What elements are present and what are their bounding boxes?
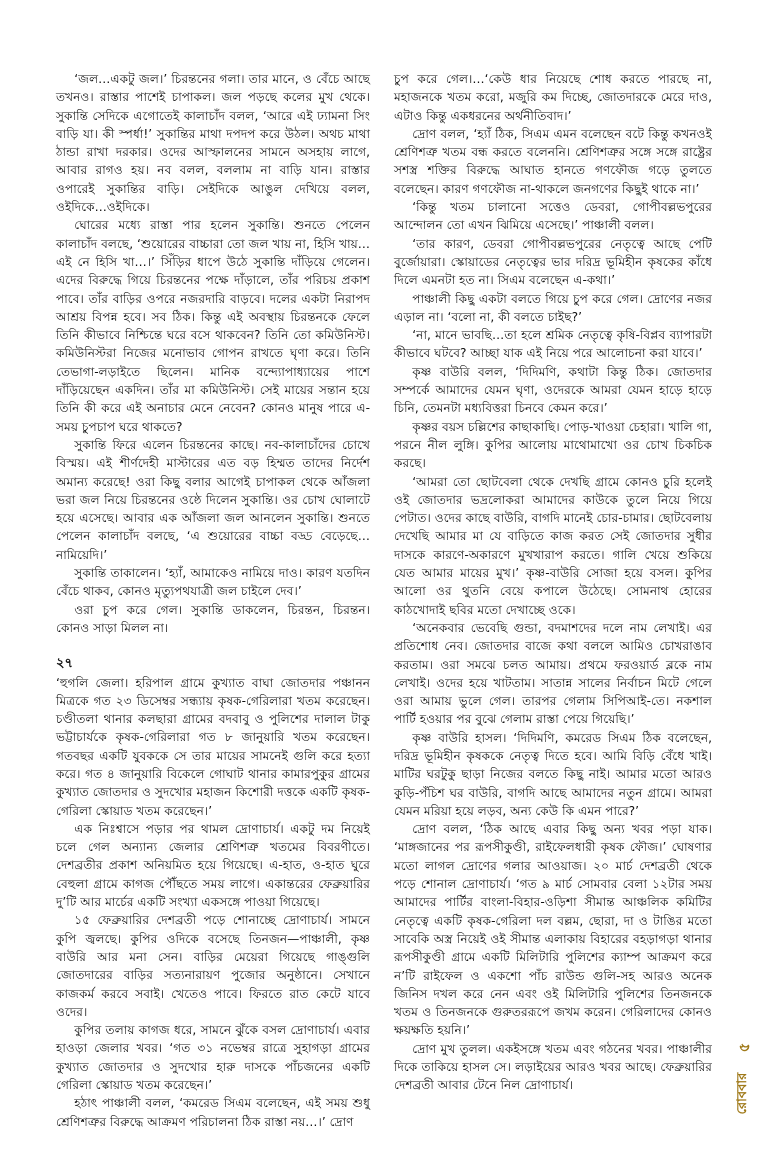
- paragraph: ‘তার কারণ, ডেবরা গোপীবল্লভপুরের নেতৃত্বে আছে পেটি বুর্জোয়ারা। স্কোয়াডের নেতৃত্বের ভার দরিদ্র ভূমিহীন কৃষকের কাঁধে দিলে এমনটা হত না। সিএম বলেছেন এ-কথা।’: [394, 236, 712, 288]
- paragraph: কৃষ্ণ বাউরি হাসল। ‘দিদিমণি, কমরেড সিএম ঠিক বলেছেন, দরিদ্র ভূমিহীন কৃষককে নেতৃত্ব দিতে হবে। আমি বিড়ি বেঁধে খাই। মাটির ঘরটুকু ছাড়া নিজের বলতে কিছু নাই। আমার মতো আরও কুড়ি-পঁচিশ ঘর বাউরি, বাগদি আছে আমাদের নতুন গ্রামে। আমরা যেমন মরিয়া হয়ে লড়ব, অন্য কেউ কি এমন পারে?’: [394, 730, 712, 818]
- paragraph: পাঞ্চালী কিছু একটা বলতে গিয়ে চুপ করে গেল। দ্রোণের নজর এড়াল না। ‘বলো না, কী বলতে চাইছ?’: [394, 291, 712, 324]
- paragraph: ১৫ ফেব্রুয়ারির দেশব্রতী পড়ে শোনাচ্ছে দ্রোণাচার্য। সামনে কুপি জ্বলছে। কুপির ওদিকে বসেছে তিনজন—পাঞ্চালী, কৃষ্ণ বাউরি আর মনা সেন। বাড়ির মেয়েরা গিয়েছে গাঙ্গুলি জোতদারের বাড়ির সত্যনারায়ণ পুজোর অনুষ্ঠানে। সেখানে কাজকর্ম করবে সবাই। খেতেও পাবে। ফিরতে রাত কেটে যাবে ওদের।: [56, 913, 370, 1019]
- paragraph: কৃষ্ণর বয়স চল্লিশের কাছাকাছি। পোড়-খাওয়া চেহারা। খালি গা, পরনে নীল লুঙ্গি। কুপির আলোয় মাথোমাখো ওর চোখ চিকচিক করছে।: [394, 419, 712, 471]
- paragraph: ‘আমরা তো ছোটবেলা থেকে দেখছি গ্রামে কোনও চুরি হলেই ওই জোতদার ভদ্রলোকরা আমাদের কাউকে তুলে নিয়ে গিয়ে পেটাত। ওদের কাছে বাউরি, বাগদি মানেই চোর-চামার। ছোটবেলায় দেখেছি আমার মা যে বাড়িতে কাজ করত সেই জোতদার সুধীর দাসকে কারণে-অকারণে মুখখারাপ করতে। গালি খেয়ে শুকিয়ে যেত আমার মায়ের মুখ।’ কৃষ্ণ-বাউরি সোজা হয়ে বসল। কুপির আলো ওর থুতনি বেয়ে কপালে উঠেছে। সোমনাথ হোরের কাঠখোদাই ছবির মতো দেখাচ্ছে ওকে।: [394, 474, 712, 617]
- paragraph: ‘কিন্তু খতম চালানো সত্তেও ডেবরা, গোপীবল্লভপুরের আন্দোলন তো এখন ঝিমিয়ে এসেছে।’ পাঞ্চালী বলল।: [394, 200, 712, 233]
- right-column: [394, 70, 712, 1095]
- paragraph: সুকান্তি তাকালেন। ‘হ্যাঁ, আমাকেও নামিয়ে দাও। কারণ যতদিন বেঁচে থাকব, কোনও মৃত্যুপথযাত্রী জল চাইলে দেব।’: [56, 566, 370, 599]
- paragraph: ‘অনেকবার ভেবেছি গুন্ডা, বদমাশদের দলে নাম লেখাই। এর প্রতিশোধ নেব। জোতদার বাজে কথা বললে আমিও চোখরাঙাব করতাম। ওরা সমঝে চলত আমায়। প্রথমে ফরওয়ার্ড ব্লকে নাম লেখাই। ওদের হয়ে খাটতাম। সাতান্ন সালের নির্বাচন মিটে গেলে ওরা আমায় ভুলে গেল। তারপর গেলাম সিপিআই-তে। নকশাল পার্টি হওয়ার পর বুঝে গেলাম রাস্তা পেয়ে গিয়েছি।’: [394, 620, 712, 727]
- paragraph: চুপ করে গেল।…‘কেউ ধার নিয়েছে শোধ করতে পারছে না, মহাজনকে খতম করো, মজুরি কম দিচ্ছে, জোতদারকে মেরে দাও, এটাও কিন্তু একধরনের অর্থনীতিবাদ।’: [394, 72, 712, 123]
- paragraph: ওরা চুপ করে গেল। সুকান্তি ডাকলেন, চিরন্তন, চিরন্তন। কোনও সাড়া মিলল না।: [56, 602, 370, 635]
- paragraph: কৃষ্ণ বাউরি বলল, ‘দিদিমণি, কথাটা কিন্তু ঠিক। জোতদার সম্পর্কে আমাদের যেমন ঘৃণা, ওদেরকে আমরা যেমন হাড়ে হাড়ে চিনি, তেমনটা মধ্যবিত্তরা চিনবে কেমন করে।’: [394, 364, 712, 416]
- paragraph: দ্রোণ মুখ তুলল। একইসঙ্গে খতম এবং গঠনের খবর। পাঞ্চালীর দিকে তাকিয়ে হাসল সে। লড়াইয়ের আরও খবর আছে। ফেব্রুয়ারির দেশব্রতী আবার টেনে নিল দ্রোণাচার্য।: [394, 1041, 712, 1093]
- paragraph: কুপির তলায় কাগজ ধরে, সামনে ঝুঁকে বসল দ্রোণাচার্য। এবার হাওড়া জেলার খবর। ‘গত ৩১ নভেম্বর রাত্রে সুহাগড়া গ্রামের কুখ্যাত জোতদার ও সুদখোর হারু দাসকে পাঁচজনের একটি গেরিলা স্কোয়াড খতম করেছেন।’: [56, 1023, 370, 1093]
- left-column: [56, 70, 370, 1131]
- paragraph: ‘হুগলি জেলা। হরিপাল গ্রামে কুখ্যাত বাঘা জোতদার পঞ্চানন মিত্রকে গত ২৩ ডিসেম্বর সন্ধ্যায় কৃষক-গেরিলারা খতম করেছেন। চণ্ডীতলা থানার কলছারা গ্রামের বদবাবু ও পুলিশের দালাল টাকু ভট্টাচার্যকে কৃষক-গেরিলারা গত ৮ জানুয়ারি খতম করেছেন। গতবছর একটি যুবককে সে তার মায়ের সামনেই গুলি করে হত্যা করে। গত ৪ জানুয়ারি বিকেলে গোঘাট থানার কামারপুকুর গ্রামের কুখ্যাত জোতদার ও সুদখোর মহাজন কিশোরী দত্তকে একটি কৃষক-গেরিলা স্কোয়াড খতম করেছেন।’: [56, 675, 370, 818]
- paragraph: দ্রোণ বলল, ‘হ্যাঁ ঠিক, সিএম এমন বলেছেন বটে কিন্তু কখনওই শ্রেণিশত্রু খতম বন্ধ করতে বলেননি। শ্রেণিশত্রুর সঙ্গে সঙ্গে রাষ্ট্রের সশস্ত্র শক্তির বিরুদ্ধে আঘাত হানতে গণফৌজ গড়ে তুলতে বলেছেন। কারণ গণফৌজ না-থাকলে জনগণের কিছুই থাকে না।’: [394, 126, 712, 196]
- section-gap: [56, 637, 370, 655]
- paragraph: হঠাৎ পাঞ্চালী বলল, ‘কমরেড সিএম বলেছেন, এই সময় শুধু শ্রেণিশত্রুর বিরুদ্ধে আক্রমণ পরিচালনা ঠিক রাস্তা নয়…।’ দ্রোণ: [56, 1096, 370, 1129]
- paragraph: এক নিঃশ্বাসে পড়ার পর থামল দ্রোণাচার্য। একটু দম নিয়েই চলে গেল অন্যান্য জেলার শ্রেণিশত্রু খতমের বিবরণীতে। দেশব্রতীর প্রকাশ অনিয়মিত হয়ে গিয়েছে। এ-হাত, ও-হাত ঘুরে বেহুলা গ্রামে কাগজ পৌঁছতে সময় লাগে। একান্তরের ফেব্রুয়ারির দু’টি আর মার্চের একটি সংখ্যা একসঙ্গে পাওয়া গিয়েছে।: [56, 821, 370, 910]
- page-number: ৫: [735, 1042, 753, 1053]
- paragraph: দ্রোণ বলল, ‘ঠিক আছে এবার কিছু অন্য খবর পড়া যাক। ‘মাঙ্গজানের পর রূপসীকুণ্ডী, রাইফেলধারী কৃষক ফৌজ।’ ঘোষণার মতো লাগল দ্রোণের গলার আওয়াজ। ২০ মার্চ দেশব্রতী থেকে পড়ে শোনাল দ্রোণাচার্য। ‘গত ৯ মার্চ সোমবার বেলা ১২টার সময় আমাদের পার্টির বাংলা-বিহার-ওড়িশা সীমান্ত আঞ্চলিক কমিটির নেতৃত্বে একটি কৃষক-গেরিলা দল বল্লম, ছোরা, দা ও টাঙির মতো সাবেকি অস্ত্র নিয়েই ওই সীমান্ত এলাকায় বিহারের বহড়াগড়া থানার রূপসীকুণ্ডী গ্রামে একটি মিলিটারি পুলিশের ক্যাম্প আক্রমণ করে ন’টি রাইফেল ও একশো পাঁচ রাউন্ড গুলি-সহ আরও অনেক জিনিস দখল করে নেন এবং ওই মিলিটারি পুলিশের তিনজনকে খতম ও তিনজনকে গুরুতররূপে জখম করেন। গেরিলাদের কোনও ক্ষয়ক্ষতি হয়নি।’: [394, 822, 712, 1038]
- paragraph: সুকান্তি ফিরে এলেন চিরন্তনের কাছে। নব-কালাচাঁদের চোখে বিস্ময়। এই শীর্ণদেহী মাস্টারের এত বড় হিম্মত তাদের নির্দেশ অমান্য করেছে! ওরা কিছু বলার আগেই চাপাকল থেকে আঁজলা ভরা জল নিয়ে চিরন্তনের ওষ্ঠে দিলেন সুকান্তি। ওর চোখ ঘোলাটে হয়ে এসেছে। আবার এক আঁজলা জল আনলেন সুকান্তি। শুনতে পেলেন কালাচাঁদ বলছে, ‘এ শুয়োরের বাচ্চা বড্ড বেড়েছে…নামিয়েদি।’: [56, 437, 370, 562]
- magazine-name: রোববার: [735, 1072, 750, 1114]
- chapter-number: ২৭: [56, 656, 73, 672]
- paragraph: ‘জল…একটু জল।’ চিরন্তনের গলা। তার মানে, ও বেঁচে আছে তখনও। রাস্তার পাশেই চাপাকল। জল পড়ছে কলের মুখ থেকে। সুকান্তি সেদিকে এগোতেই কালাচাঁদ বলল, ‘আরে এই ঢ্যামনা সিং বাড়ি যা। কী স্পর্ধা!’ সুকান্তির মাথা দপদপ করে উঠল। অথচ মাথা ঠান্ডা রাখা দরকার। ওদের আস্ফালনের সামনে অসহায় লাগে, আবার রাগও হয়। নব বলল, বললাম না বাড়ি যান। রাস্তার ওপারেই সুকান্তির বাড়ি। সেইদিকে আঙুল দেখিয়ে বলল, ওইদিকে…ওইদিকে।: [56, 72, 370, 215]
- page-margin-label: [731, 1043, 756, 1114]
- paragraph: ‘না, মানে ভাবছি…তা হলে শ্রমিক নেতৃত্বে কৃষি-বিপ্লব ব্যাপারটা কীভাবে ঘটবে? আচ্ছা যাক এই নিয়ে পরে আলোচনা করা যাবে।’: [394, 328, 712, 361]
- paragraph: ঘোরের মধ্যে রাস্তা পার হলেন সুকান্তি। শুনতে পেলেন কালাচাঁদ বলছে, ‘শুয়োরের বাচ্চারা তো জল খায় না, হিসি খায়…এই নে হিসি খা…।’ সিঁড়ির ধাপে উঠে সুকান্তি দাঁড়িয়ে গেলেন। এদের বিরুদ্ধে গিয়ে চিরন্তনের পক্ষে দাঁড়ালে, তাঁর পরিচয় প্রকাশ পাবে। তাঁর বাড়ির ওপরে নজরদারি বাড়বে। দলের একটা নিরাপদ আশ্রয় বিপন্ন হবে। সব ঠিক। কিন্তু এই অবস্থায় চিরন্তনকে ফেলে তিনি কীভাবে নিশ্চিন্তে ঘরে বসে থাকবেন? তিনি তো কমিউনিস্ট। কমিউনিস্টরা নিজের মনোভাব গোপন রাখতে ঘৃণা করে। তিনি তেভাগা-লড়াইতে ছিলেন। মানিক বন্দ্যোপাধ্যায়ের পাশে দাঁড়িয়েছেন একদিন। তাঁর মা কমিউনিস্ট। সেই মায়ের সন্তান হয়ে তিনি কী করে এই অনাচার মেনে নেবেন? কোনও মানুষ পারে এ-সময় চুপচাপ ঘরে থাকতে?: [56, 218, 370, 434]
